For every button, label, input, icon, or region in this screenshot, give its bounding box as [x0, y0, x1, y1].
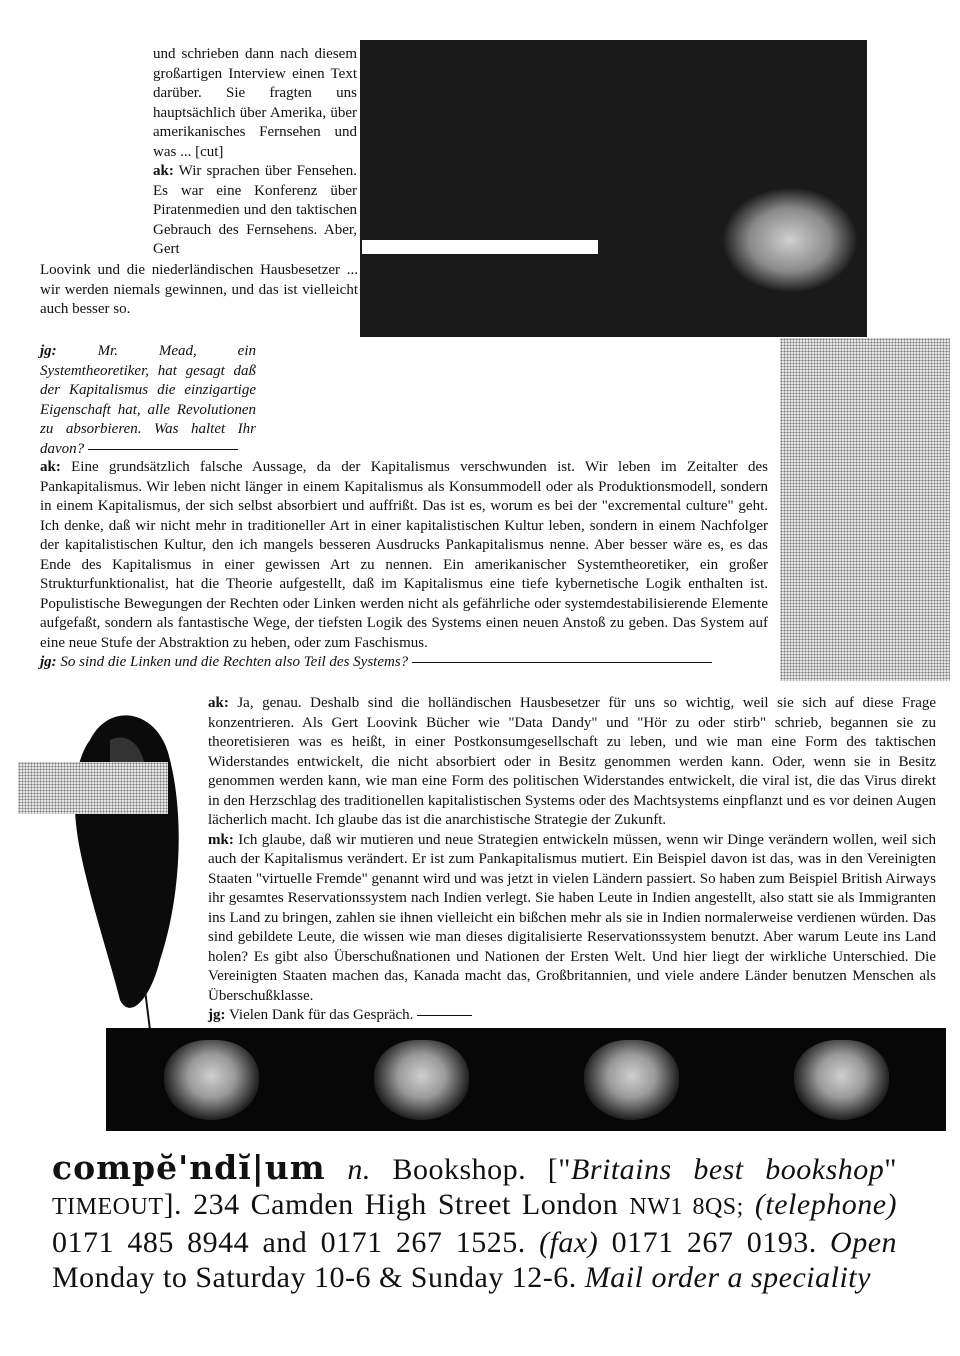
- ad-mail-order: Mail order a speciality: [584, 1261, 871, 1294]
- answer-ak-2: Ja, genau. Deshalb sind die holländischen Hausbesetzer für uns so wichtig, weil sie sich auf diese Frage konzentrieren. Als Gert Loovink Bücher wie "Data Dandy" und "Hör zu oder stirb" schrieb, begannen sie zu theoretisieren was es heißt, in einer Postkonsumgesellschaft zu leben, und wie man eine Form des taktischen Widerstandes entwickelt, die nicht absorbiert oder in Besitz genommen werden kann. Oder, wenn sie in Besitz genommen werden kann, wie man eine Form des politischen Widerstandes entwickelt, die viral ist, die das Virus direkt in den Herzschlag des traditionellen kapitalistischen Systems oder des Machtsystems einpflanzt und es vor deinen Augen lächerlich macht. Ich glaube das ist die anarchistische Strategie der Zukunft.: [208, 695, 937, 828]
- halftone-block: [780, 338, 950, 681]
- face-photo: [794, 1040, 889, 1120]
- speaker-label: ak:: [208, 695, 229, 711]
- ad-tel: 0171 485 8944 and 0171 267 1525.: [52, 1226, 526, 1259]
- ad-tel-label: (telephone): [754, 1188, 898, 1221]
- main-answer: [40, 458, 768, 673]
- photo-white-bar: [362, 240, 598, 254]
- speaker-label: jg:: [40, 654, 57, 670]
- ad-source: TIMEOUT: [52, 1194, 164, 1220]
- speaker-label: jg:: [208, 1007, 226, 1023]
- question-1: [40, 342, 256, 459]
- bookshop-ad: [52, 1150, 897, 1295]
- closing-thanks: Vielen Dank für das Gespräch.: [228, 1007, 414, 1023]
- ad-text: ": [884, 1153, 898, 1186]
- face-photo: [164, 1040, 259, 1120]
- ad-text: Bookshop. [": [392, 1153, 572, 1186]
- divider-rule: [417, 1015, 472, 1016]
- figure-illustration: [50, 700, 200, 1030]
- speaker-label: ak:: [40, 459, 61, 475]
- divider-rule: [88, 449, 238, 450]
- paragraph-ak-1: Wir sprachen über Fensehen. Es war eine Konferenz über Piratenmedien und den taktischen Gebrauch des Fernsehens. Aber, Gert: [153, 163, 357, 257]
- photo-strip: [106, 1028, 946, 1131]
- face-photo: [584, 1040, 679, 1120]
- header-photo: [360, 40, 867, 337]
- speaker-label: mk:: [208, 831, 234, 848]
- ad-postcode: NW1 8QS;: [629, 1194, 744, 1220]
- top-column: [153, 45, 357, 260]
- ad-pos: n.: [347, 1153, 371, 1186]
- question-2-text: So sind die Linken und die Rechten also Teil des Systems?: [60, 654, 409, 670]
- answer-mk: Ich glaube, daß wir mutieren und neue Strategien entwickeln müssen, wenn wir Dinge verändern wollen, weil sich auch der Kapitalismus verändert. Er ist zum Pankapitalismus mutiert. Ein Beispiel davon ist das, was in den Vereinigten Staaten "virtuelle Fremde" genannt wird und was jetzt in vielen Ländern passiert. So haben zum Beispiel British Airways ihr gesamtes Reservationssystem nach Indien verlegt. Sie haben Leute in Indien angestellt, also statt sie als Immigranten ins Land zu bringen, zahlen sie ihnen vielleicht ein bißchen mehr als sie in Indien normalerweise verdienen würden. Das sind gebildete Leute, die wissen wie man dieses digitalisierte Reservationssystem benutzt. Aber warum Leute ins Land holen? Es gibt also Überschußnationen und Nationen der Ersten Welt. Und hier liegt der wirkliche Unterschied. Die Vereinigten Staaten machen das, Kanada macht das, Großbritannien, und viele andere Länder benutzen Menschen als Überschußklasse.: [208, 831, 937, 1004]
- paragraph-intro: und schrieben dann nach diesem großartigen Interview einen Text darüber. Sie fragten uns hauptsächlich über Amerika, über amerikanisches Fernsehen und was ... [cut]: [153, 46, 357, 160]
- ad-quote: Britains best bookshop: [571, 1153, 885, 1186]
- speaker-label: ak:: [153, 163, 174, 179]
- face-photo: [374, 1040, 469, 1120]
- main-answer-text: Eine grundsätzlich falsche Aussage, da der Kapitalismus verschwunden ist. Wir leben im Zeitalter des Pankapitalismus. Wir leben nicht länger in einem Kapitalismus als Konsummodell oder als Produktionsmodell, sondern in einem Kapitalismus, der sich selbst absorbiert und auffrißt. Das ist es, worum es bei der "excremental culture" geht. Ich denke, daß wir nicht mehr in traditioneller Art in einer kapitalistischen Kultur leben, sondern in einem Nachfolger der kapitalistischen Kultur, den ich mangels besseren Ausdrucks Pankapitalismus nenne. Aber besser wäre es, es das Ende des Kapitalismus in einer gewissen Art zu nennen. Ein amerikanischer Systemtheoretiker, ein großer Strukturfunktionalist, hat die Theorie aufgestellt, daß im Kapitalismus eine tiefe kybernetische Logik enthalten ist. Populistische Bewegungen der Rechten oder Linken werden nicht als gefährliche oder systemdestabilisierende Elemente aufgefaßt, sondern als fantastische Wege, der tiefsten Logik des Systems einen neuen Anstoß zu geben. Das System auf eine neue Stufe der Abstraktion zu heben, oder zum Faschismus.: [40, 459, 769, 651]
- divider-rule: [412, 662, 712, 663]
- speaker-label: jg:: [40, 343, 57, 359]
- question-1-text: Mr. Mead, ein Systemtheoretiker, hat gesagt daß der Kapitalismus die einzigartige Eigenschaft hat, alle Revolutionen zu absorbieren. Was haltet Ihr davon?: [40, 343, 256, 457]
- lower-section: [208, 694, 936, 1026]
- ad-open-label: Open: [830, 1226, 898, 1259]
- halftone-block-small: [18, 762, 168, 814]
- ad-hours: Monday to Saturday 10-6 & Sunday 12-6.: [52, 1261, 577, 1294]
- top-column-cont: [40, 261, 358, 320]
- paragraph-ak-1-cont: Loovink und die niederländischen Hausbesetzer ... wir werden niemals gewinnen, und das ist vielleicht auch besser so.: [40, 262, 358, 317]
- ad-fax-label: (fax): [539, 1226, 599, 1259]
- ad-brand: compĕ'ndĭ|um: [52, 1148, 326, 1187]
- ad-address: ]. 234 Camden High Street London: [163, 1188, 619, 1221]
- question-2: [40, 654, 412, 670]
- ad-fax: 0171 267 0193.: [611, 1226, 817, 1259]
